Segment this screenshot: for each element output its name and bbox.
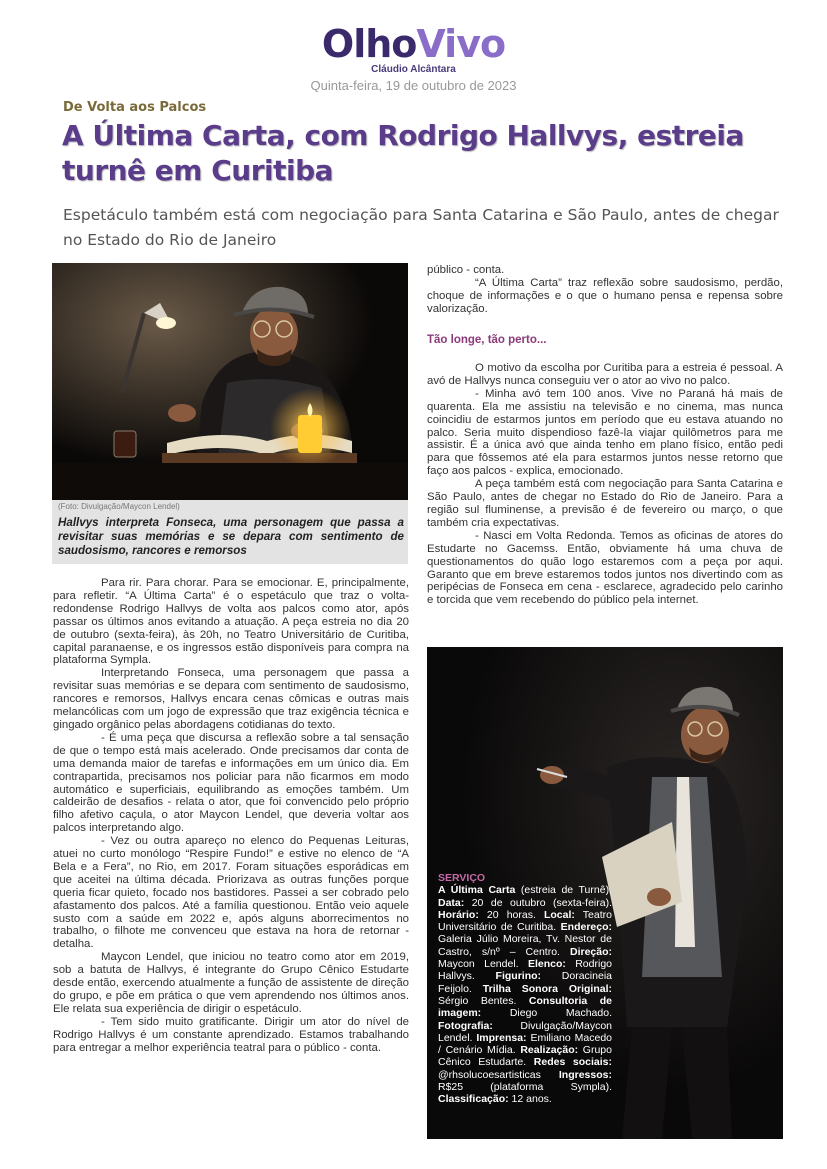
- section-subhead: Tão longe, tão perto...: [427, 334, 547, 346]
- service-label: Classificação:: [438, 1093, 509, 1106]
- service-value: Maycon Lendel.: [438, 958, 519, 971]
- logo-part-vivo: Vivo: [416, 22, 506, 66]
- article-standfirst: Espetáculo também está com negociação para Santa Catarina e São Paulo, antes de chegar no Estado do Rio de Janeiro: [63, 206, 779, 249]
- article-body-left: [53, 577, 409, 1055]
- service-value: R$25 (plataforma Sympla).: [438, 1081, 612, 1094]
- body-paragraph: - Vez ou outra apareço no elenco do Pequenas Leituras, atuei no curto monólogo “Respire Fundo!” e estive no elenco de “A Bela e a Fera”, no Rio, em 2017. Foram situações esporádicas em que aceitei na última década. Priorizava as outras funções porque queria ficar quieto, focado nos bastidores. Passei a ser cobrado pelo afastamento dos palcos. Até a família questionou. Então veio aquele susto com a saúde em 2022 e, após alguns aborrecimentos no trabalho, o filhote me convenceu que estava na hora de retornar - detalha.: [53, 835, 409, 951]
- body-paragraph: - Tem sido muito gratificante. Dirigir um ator do nível de Rodrigo Hallvys é um constante aprendizado. Estamos trabalhando para entregar a melhor experiência teatral para o público - conta.: [53, 1015, 409, 1054]
- body-paragraph: - Minha avó tem 100 anos. Vive no Paraná há mais de quarenta. Ela me assistiu na televisão e no cinema, mas nunca coincidiu de estarmos juntos em período que eu estava atuando no palco. Seria muito dispendioso fazê-la viajar quilômetros para me assistir. É a única avó que ainda tenho em plano físico, então pedi para que fôssemos até ela para estarmos juntos nesse retorno que faço aos palcos - explica, emocionado.: [427, 387, 783, 478]
- publish-date: Quinta-feira, 19 de outubro de 2023: [310, 78, 517, 92]
- article-photo-writing: [52, 263, 408, 500]
- body-paragraph: O motivo da escolha por Curitiba para a estreia é pessoal. A avó de Hallvys nunca conseguiu ver o ator ao vivo no palco.: [427, 362, 783, 387]
- service-value: 12 anos.: [508, 1093, 552, 1106]
- service-details: [438, 884, 612, 1105]
- continuation-text: público - conta.: [427, 264, 505, 276]
- service-value: 20 horas.: [478, 908, 536, 921]
- service-label: Elenco:: [527, 958, 566, 971]
- service-label: Ingressos:: [558, 1068, 612, 1081]
- logo-part-olho: Olho: [321, 22, 417, 66]
- photo-credit: (Foto: Divulgação/Maycon Lendel): [58, 502, 180, 511]
- service-label: Endereço:: [560, 921, 613, 934]
- service-label: A Última Carta: [438, 884, 516, 897]
- service-value: Sérgio Bentes.: [438, 994, 517, 1007]
- service-value: Divulgação/Maycon Lendel.: [438, 1019, 612, 1044]
- service-value: Galeria Júlio Moreira, Tv. Nestor de Castro, s/nº – Centro.: [438, 933, 612, 958]
- service-label: Data:: [438, 896, 465, 909]
- service-label: Local:: [543, 908, 575, 921]
- service-label: Figurino:: [495, 970, 542, 983]
- service-label: Consultoria de imagem:: [438, 994, 612, 1020]
- body-paragraph: A peça também está com negociação para Santa Catarina e São Paulo, antes de chegar no Estado do Rio de Janeiro. Para a região sul fluminense, a previsão é de fevereiro ou março, o que também cria expectativas.: [427, 478, 783, 529]
- body-paragraph: Interpretando Fonseca, uma personagem que passa a revisitar suas memórias e se depara com sentimento de saudosismo, rancores e remorsos, Hallvys encara cenas cômicas e outras mais melancólicas com um jogo de expressão que traz exigência técnica e gingado orgânico pelas abordagens cotidianas do texto.: [53, 667, 409, 731]
- service-info-box: [438, 872, 612, 1106]
- service-label: Fotografia:: [438, 1019, 493, 1032]
- article-body-right: [427, 362, 783, 607]
- author-name: Cláudio Alcântara: [371, 64, 456, 75]
- photo-caption: Hallvys interpreta Fonseca, uma personagem que passa a revisitar suas memórias e se depara com sentimento de saudosismo, rancores e remorsos: [58, 516, 404, 557]
- article-body-right-top: [427, 264, 783, 316]
- service-value: (estreia de Turnê).: [515, 884, 612, 897]
- service-label: Realização:: [520, 1044, 579, 1057]
- body-paragraph: - Nasci em Volta Redonda. Temos as oficinas de atores do Estudarte no Gacemss. Então, obviamente há uma chuva de questionamentos do quão logo estaremos com a peça por aqui. Garanto que em breve estaremos todos juntos nos divertindo com as peripécias de Fonseca em cena - esclarece, agradecido pelo carinho e torcida que vem recebendo do público pela internet.: [427, 529, 783, 607]
- service-title: SERVIÇO: [438, 872, 486, 884]
- service-value: Grupo Cênico Estudarte.: [438, 1044, 612, 1069]
- service-value: Teatro Universitário de Curitiba.: [438, 908, 612, 934]
- body-paragraph: - É uma peça que discursa a reflexão sobre a tal sensação de que o tempo está mais acelerado. Onde precisamos dar conta de uma demanda maior de tarefas e informações em um único dia. Em contrapartida, precisamos nos policiar para não ficarmos em modo automático e superficiais, equilibrando as emoções também. Um caldeirão de desafios - relata o ator, que foi convencido pelo próprio filho afetivo caçula, o ator Maycon Lendel, que deveria voltar aos palcos interpretando algo.: [53, 731, 409, 835]
- service-label: Imprensa:: [476, 1031, 527, 1044]
- service-label: Horário:: [438, 908, 479, 921]
- body-paragraph: Maycon Lendel, que iniciou no teatro como ator em 2019, sob a batuta de Hallvys, é integrante do Grupo Cênico Estudarte desde então, exercendo atualmente a função de assistente de direção do grupo, e põe em prática o que vem aprendendo nos últimos anos. Ele relata sua experiência de dirigir o espetáculo.: [53, 951, 409, 1015]
- service-label: Direção:: [569, 945, 612, 958]
- body-paragraph: Para rir. Para chorar. Para se emocionar. E, principalmente, para refletir. “A Última Carta” é o espetáculo que traz o volta-redondense Rodrigo Hallvys de volta aos palcos como ator, após passar os últimos anos evitando a atuação. A peça estreia no dia 20 de outubro (sexta-feira), às 20h, no Teatro Universitário de Curitiba, capital paranaense, e os ingressos estão disponíveis para compra na plataforma Sympla.: [53, 577, 409, 667]
- service-label: Redes sociais:: [533, 1056, 612, 1069]
- article-headline: A Última Carta, com Rodrigo Hallvys, estreia turnê em Curitiba: [62, 119, 744, 187]
- article-kicker: De Volta aos Palcos: [63, 100, 207, 115]
- service-value: 20 de outubro (sexta-feira).: [464, 896, 612, 909]
- service-value: Emiliano Macedo / Cenário Mídia.: [438, 1031, 612, 1057]
- service-value: Doracineia Feijolo.: [438, 970, 612, 995]
- body-paragraph: “A Última Carta” traz reflexão sobre saudosismo, perdão, choque de informações e o que o humano pensa e repensa sobre valorização.: [427, 276, 783, 315]
- site-logo[interactable]: [0, 22, 827, 66]
- service-value: Rodrigo Hallvys.: [438, 958, 612, 983]
- photo-writing-illustration: [52, 263, 408, 500]
- service-value: Diego Machado.: [481, 1007, 612, 1020]
- service-value: @rhsolucoesartisticas: [438, 1068, 541, 1081]
- service-label: Trilha Sonora Original:: [482, 982, 613, 995]
